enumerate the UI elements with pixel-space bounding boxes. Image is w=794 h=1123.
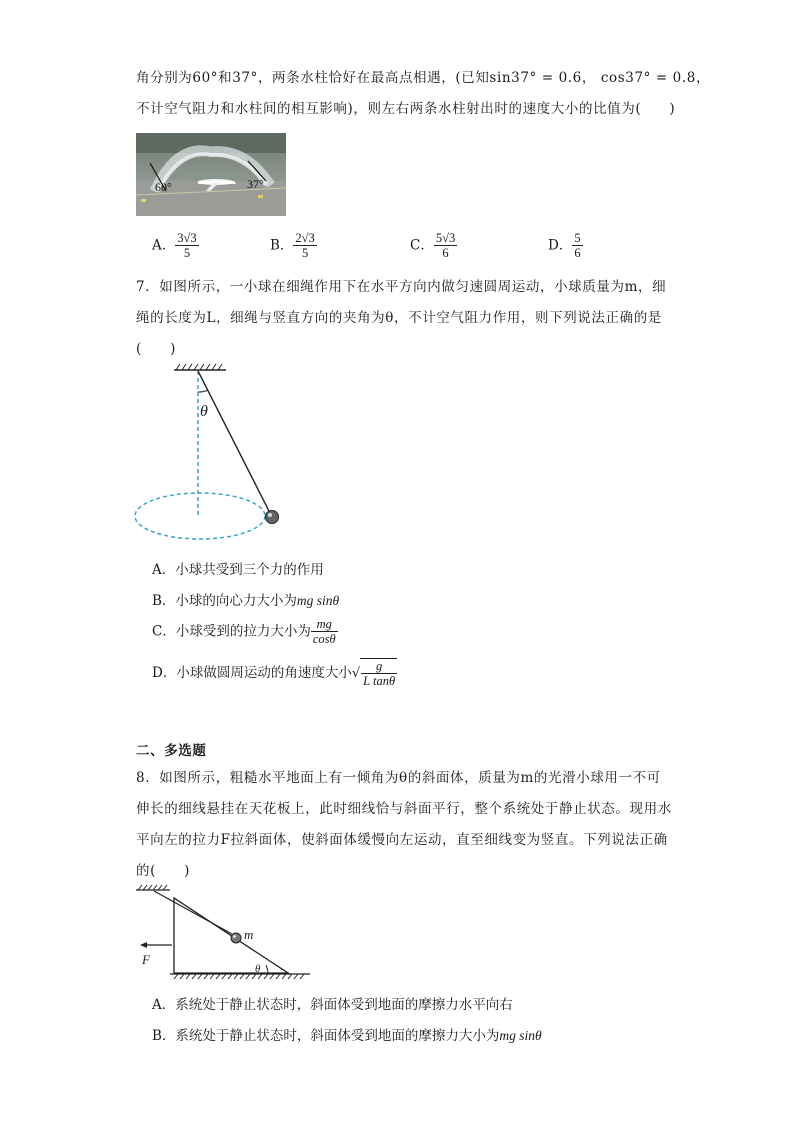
q7-conical-pendulum-diagram	[130, 362, 290, 542]
q8-text-line2: 伸长的细线悬挂在天花板上，此时细线恰与斜面平行，整个系统处于静止状态。现用水	[136, 801, 672, 817]
q6-option-b[interactable]	[270, 231, 317, 261]
sqrt-icon: √	[351, 665, 361, 681]
q6-photo-illustration	[136, 133, 286, 216]
q6-text-line1: 角分别为60°和37°，两条水柱恰好在最高点相遇，(已知sin37° = 0.6， cos37° = 0.8，	[136, 70, 711, 86]
q6-option-c-den: 6	[442, 246, 449, 261]
q6-option-c[interactable]	[410, 231, 457, 261]
q6-option-c-letter: C．	[410, 237, 434, 254]
q7-option-c[interactable]	[152, 617, 338, 647]
q6-option-d-den: 6	[574, 246, 581, 261]
q7-text-line1: 7．如图所示，一小球在细绳作用下在水平方向内做匀速圆周运动，小球质量为m，细	[136, 279, 667, 295]
q8-text-line4: 的( )	[136, 863, 191, 879]
q8-mass-label: m	[244, 927, 254, 942]
q6-option-a-num: 3√3	[177, 231, 197, 245]
q6-photo-water-salute	[136, 133, 286, 216]
q7-option-c-den: cosθ	[312, 632, 336, 647]
q7-option-d-den: L tanθ	[363, 674, 396, 689]
q6-option-a[interactable]	[152, 231, 199, 261]
ball	[231, 933, 241, 943]
q7-option-a[interactable]: A．小球共受到三个力的作用	[152, 562, 324, 578]
q8-option-a[interactable]: A．系统处于静止状态时，斜面体受到地面的摩擦力水平向右	[152, 997, 513, 1013]
q8-incline-diagram	[130, 882, 315, 982]
q8-force-label: F	[142, 952, 150, 967]
q7-option-b-text: B．小球的向心力大小为	[152, 593, 297, 609]
circular-path	[135, 493, 265, 539]
q6-option-b-letter: B．	[270, 237, 294, 254]
q7-text-line2: 绳的长度为L，细绳与竖直方向的夹角为θ，不计空气阻力作用，则下列说法正确的是	[136, 310, 662, 326]
q7-option-d[interactable]	[152, 658, 397, 689]
q7-text-line3: ( )	[136, 341, 176, 357]
q8-option-b-text: B．系统处于静止状态时，斜面体受到地面的摩擦力大小为	[152, 1028, 500, 1044]
string-line	[154, 891, 232, 934]
q6-option-d[interactable]	[548, 231, 583, 261]
q8-text-line1: 8．如图所示，粗糙水平地面上有一倾角为θ的斜面体，质量为m的光滑小球用一不可	[136, 770, 661, 786]
q6-option-a-den: 5	[183, 246, 191, 261]
q7-theta-label: θ	[200, 403, 208, 420]
q7-option-c-num: mg	[311, 617, 338, 632]
q7-option-d-num: g	[361, 659, 397, 674]
q6-option-b-num: 2√3	[295, 231, 315, 245]
q6-option-a-letter: A．	[152, 237, 176, 254]
q7-option-c-text: C．小球受到的拉力大小为	[152, 623, 311, 640]
q7-option-b[interactable]	[152, 589, 339, 609]
string-line	[198, 371, 271, 515]
q8-theta-label: θ	[255, 963, 261, 975]
q6-option-c-num: 5√3	[435, 231, 456, 245]
arrow-left-icon	[140, 942, 147, 948]
section-title-multiple-choice: 二、多选题	[136, 743, 207, 759]
q8-option-b[interactable]	[152, 1024, 542, 1044]
q6-option-b-den: 5	[301, 246, 309, 261]
q6-angle-left-label: 60°	[155, 180, 172, 194]
q6-option-d-num: 5	[574, 231, 581, 245]
q8-text-line3: 平向左的拉力F拉斜面体，使斜面体缓慢向左运动，直至细线变为竖直。下列说法正确	[136, 832, 668, 848]
incline-block	[174, 898, 288, 973]
q8-option-b-math: mg sinθ	[499, 1028, 542, 1043]
ball	[266, 511, 279, 524]
q7-option-d-text: D．小球做圆周运动的角速度大小	[152, 664, 352, 681]
q6-angle-right-label: 37°	[247, 177, 264, 191]
q6-text-line2: 不计空气阻力和水柱间的相互影响)，则左右两条水柱射出时的速度大小的比值为( )	[136, 101, 676, 117]
q6-option-d-letter: D．	[548, 237, 573, 254]
q7-option-b-math: mg sinθ	[296, 593, 340, 608]
